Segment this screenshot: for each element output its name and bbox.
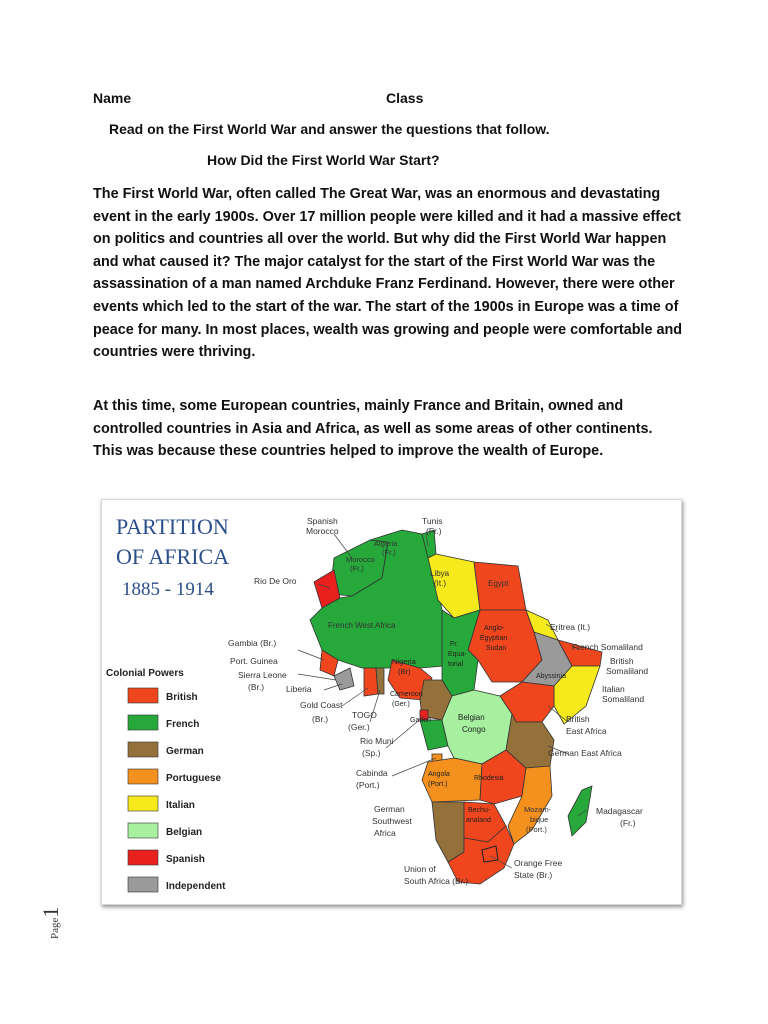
region-gold-coast — [364, 668, 378, 696]
label-german-east-africa: German East Africa — [548, 748, 622, 758]
label-orange-free-state: Orange Free — [514, 858, 563, 868]
label-sierra-leone: Sierra Leone — [238, 670, 287, 680]
label-nigeria: Nigeria — [392, 657, 416, 666]
legend-swatch-italian — [128, 796, 158, 811]
page-number — [38, 893, 68, 939]
paragraph-1: The First World War, often called The Great War, was an enormous and devastating event in the early 1900s. Over 17 million people were killed and it had a massive effect on politics and countries all over the world. But why did the First World War happen and what caused it? The major catalyst for the start of the First World War was the assassination of a man named Archduke Franz Ferdinand. However, there were other events which led to the start of the war. The start of the 1900s in Europe was a time of peace for many. In most places, wealth was growing and people were comfortable and countries were thriving. — [93, 186, 683, 361]
paragraph-2: At this time, some European countries, mainly France and Britain, owned and controlled countries in Asia and Africa, as well as some areas of other continents. This was because these countries helped to improve the wealth of Europe. — [93, 398, 653, 460]
legend-swatch-portuguese — [128, 769, 158, 784]
svg-text:analand: analand — [466, 817, 491, 824]
svg-text:(Br): (Br) — [398, 667, 411, 676]
svg-text:bique: bique — [530, 815, 549, 824]
label-italian-somaliland: Italian — [602, 684, 625, 694]
svg-text:East Africa: East Africa — [566, 726, 607, 736]
svg-text:State (Br.): State (Br.) — [514, 870, 553, 880]
section-heading: How Did the First World War Start? — [207, 152, 440, 168]
label-cabinda: Cabinda — [356, 768, 388, 778]
partition-of-africa-map — [101, 499, 682, 905]
africa-continent — [310, 530, 602, 884]
legend-swatch-belgian — [128, 823, 158, 838]
svg-text:Africa: Africa — [374, 828, 396, 838]
instructions: Read on the First World War and answer the questions that follow. — [109, 121, 550, 137]
label-cameroon: Cameroon — [390, 691, 423, 698]
svg-text:(Fr.): (Fr.) — [350, 564, 364, 573]
label-liberia: Liberia — [286, 684, 312, 694]
name-label: Name — [93, 90, 132, 106]
legend-swatch-spanish — [128, 850, 158, 865]
region-german-southwest-africa — [432, 802, 464, 862]
svg-text:torial: torial — [448, 661, 464, 668]
map-years: 1885 - 1914 — [122, 579, 214, 600]
map-title-line1: PARTITION — [116, 514, 229, 539]
region-liberia — [334, 668, 354, 690]
legend-swatch-independent — [128, 877, 158, 892]
svg-text:(Fr.): (Fr.) — [382, 548, 396, 557]
legend-swatch-german — [128, 742, 158, 757]
svg-text:Egyptian: Egyptian — [480, 635, 508, 642]
label-rhodesia: Rhodesia — [474, 775, 504, 782]
label-french-west-africa: French West Africa — [328, 621, 396, 630]
svg-text:(Sp.): (Sp.) — [362, 748, 381, 758]
legend-label-british: British — [166, 692, 198, 703]
svg-text:Equa-: Equa- — [448, 651, 467, 658]
label-mozambique: Mozam- — [524, 805, 552, 814]
map-title-line2: OF AFRICA — [116, 544, 230, 569]
label-anglo-egyptian-sudan: Anglo- — [484, 625, 505, 632]
label-morocco: Morocco — [346, 555, 375, 564]
map-svg — [102, 500, 681, 904]
legend-swatch-french — [128, 715, 158, 730]
label-tunis: Tunis — [422, 516, 443, 526]
svg-text:(Ger.): (Ger.) — [348, 722, 370, 732]
label-gabon: Gabon — [410, 717, 432, 724]
page-number-value: 1 — [38, 906, 63, 918]
svg-text:Somaliland: Somaliland — [602, 694, 645, 704]
label-french-equatorial: Fr. — [450, 641, 459, 648]
svg-text:(Port.): (Port.) — [526, 825, 547, 834]
legend-label-independent: Independent — [166, 881, 226, 892]
legend-swatch-british — [128, 688, 158, 703]
legend-label-belgian: Belgian — [166, 827, 203, 838]
svg-text:(Port.): (Port.) — [356, 780, 380, 790]
svg-text:Congo: Congo — [462, 725, 486, 734]
page-word: Page — [49, 917, 61, 939]
svg-text:(Br.): (Br.) — [248, 682, 265, 692]
label-eritrea: Eritrea (It.) — [550, 622, 591, 632]
label-algeria: Algeria — [374, 539, 398, 548]
legend-title: Colonial Powers — [106, 668, 184, 679]
legend-label-portuguese: Portuguese — [166, 773, 222, 784]
svg-text:(Br.): (Br.) — [312, 714, 329, 724]
svg-text:Morocco: Morocco — [306, 526, 339, 536]
label-togo: TOGO — [352, 710, 377, 720]
label-libya: Libya — [430, 569, 450, 578]
label-french-somaliland: French Somaliland — [572, 642, 643, 652]
label-gambia: Gambia (Br.) — [228, 638, 277, 648]
svg-text:(Ger.): (Ger.) — [392, 701, 410, 708]
map-legend — [106, 668, 226, 892]
legend-label-french: French — [166, 719, 200, 730]
svg-text:(It.): (It.) — [434, 579, 446, 588]
svg-text:Southwest: Southwest — [372, 816, 412, 826]
svg-text:Sudan: Sudan — [486, 645, 507, 652]
svg-text:Somaliland: Somaliland — [606, 666, 649, 676]
legend-label-italian: Italian — [166, 800, 195, 811]
label-belgian-congo: Belgian — [458, 713, 485, 722]
region-madagascar — [568, 786, 592, 836]
label-gold-coast: Gold Coast — [300, 700, 343, 710]
label-abyssinia: Abyssinia — [536, 673, 566, 680]
label-rio-muni: Rio Muni — [360, 736, 394, 746]
label-bechuanaland: Bechu- — [468, 807, 491, 814]
label-madagascar: Madagascar — [596, 806, 643, 816]
svg-text:(Fr.): (Fr.) — [620, 818, 636, 828]
label-union-of-south-africa: Union of — [404, 864, 436, 874]
label-egypt: Egypt — [488, 579, 509, 588]
legend-label-spanish: Spanish — [166, 854, 205, 865]
label-british-somaliland: British — [610, 656, 634, 666]
label-angola: Angola — [428, 771, 450, 778]
label-british-east-africa: British — [566, 714, 590, 724]
label-german-southwest-africa: German — [374, 804, 405, 814]
label-spanish-morocco: Spanish — [307, 516, 338, 526]
svg-text:South Africa (Br.): South Africa (Br.) — [404, 876, 469, 886]
legend-label-german: German — [166, 746, 204, 757]
svg-text:(Port.): (Port.) — [428, 781, 448, 788]
class-label: Class — [386, 90, 424, 106]
region-angola — [422, 758, 482, 802]
label-rio-de-oro: Rio De Oro — [254, 576, 297, 586]
svg-text:(Fr.): (Fr.) — [426, 526, 442, 536]
label-port-guinea: Port. Guinea — [230, 656, 278, 666]
